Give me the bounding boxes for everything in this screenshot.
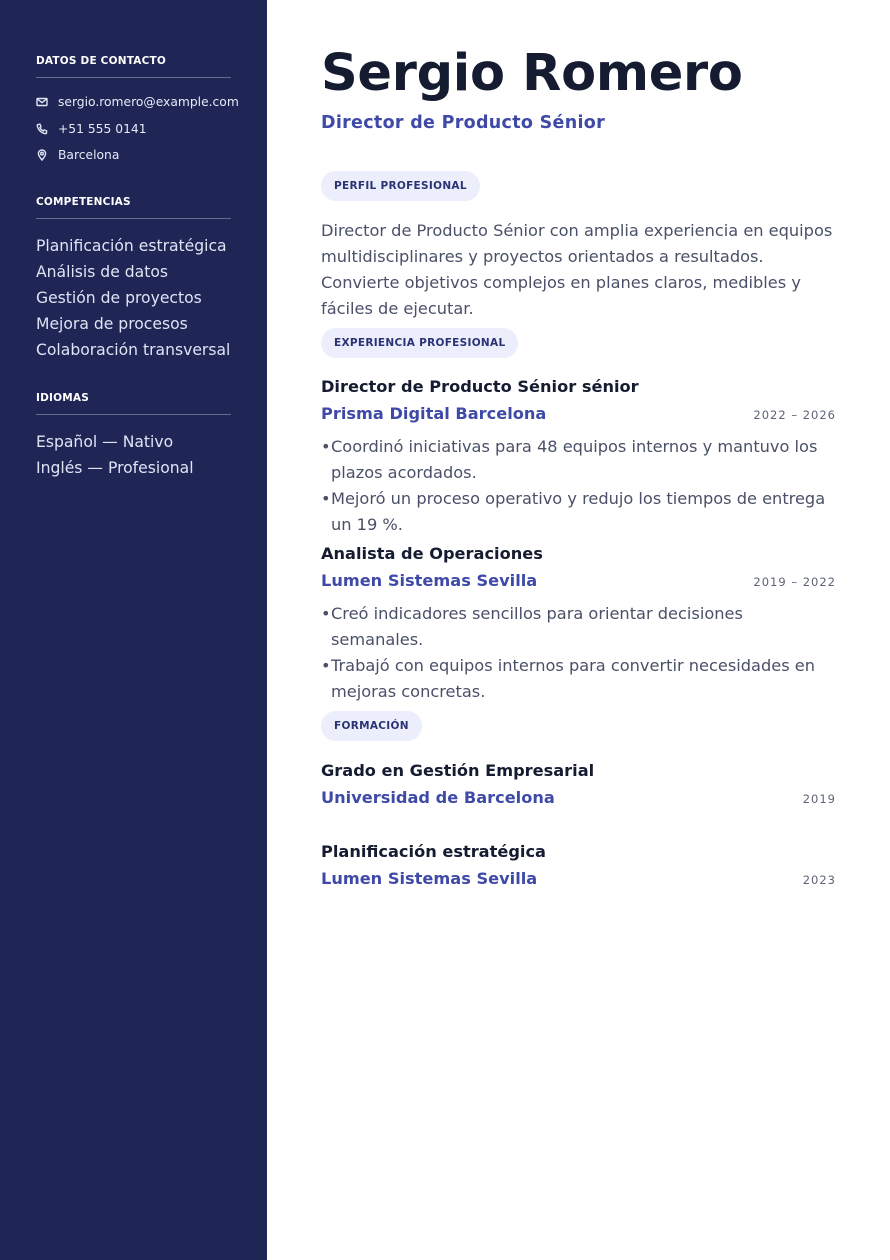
languages-heading: IDIOMAS [36,392,231,415]
experience-bullet: • Mejoró un proceso operativo y redujo los tiempos de entrega un 19 %. [321,486,836,538]
contact-location [36,142,231,169]
skill-item: Análisis de datos [36,263,168,281]
contact-heading: DATOS DE CONTACTO [36,55,231,78]
education-meta [321,868,836,891]
experience-bullet: • Coordinó iniciativas para 48 equipos internos y mantuvo los plazos acordados. [321,434,836,486]
education-degree: Planificación estratégica [321,842,546,861]
education-year: 2023 [802,873,836,887]
experience-dates: 2022 – 2026 [753,408,836,422]
education-meta [321,787,836,810]
candidate-title: Director de Producto Sénior [321,113,605,133]
skills-section [36,196,231,363]
contact-location-text: Barcelona [58,148,120,163]
experience-entry [321,376,836,538]
language-item: Inglés — Profesional [36,459,194,477]
experience-role: Analista de Operaciones [321,544,543,563]
phone-icon [36,123,48,135]
contact-phone-text: +51 555 0141 [58,121,147,136]
experience-bullet: • Trabajó con equipos internos para convertir necesidades en mejoras concretas. [321,653,836,705]
education-heading: FORMACIÓN [321,711,422,741]
experience-role: Director de Producto Sénior sénior [321,377,639,396]
education-year: 2019 [802,792,836,806]
profile-heading: PERFIL PROFESIONAL [321,171,480,201]
mail-icon [36,96,48,108]
languages-list [36,429,231,481]
experience-meta [321,403,836,426]
education-entry [321,841,836,891]
languages-section [36,392,231,481]
contact-phone[interactable] [36,116,231,143]
skill-item: Colaboración transversal [36,341,231,359]
experience-company: Prisma Digital Barcelona [321,404,547,423]
contact-email-text: sergio.romero@example.com [58,95,239,110]
skills-heading: COMPETENCIAS [36,196,231,219]
education-entry [321,760,836,810]
contact-section [36,55,239,169]
experience-company: Lumen Sistemas Sevilla [321,571,538,590]
sidebar [0,0,267,1260]
experience-entry [321,543,836,705]
skills-list [36,233,231,363]
education-institution: Universidad de Barcelona [321,788,555,807]
skill-item: Gestión de proyectos [36,289,202,307]
contact-email[interactable] [36,89,239,116]
education-institution: Lumen Sistemas Sevilla [321,869,538,888]
location-pin-icon [36,149,48,161]
skill-item: Planificación estratégica [36,237,227,255]
experience-bullets [321,434,836,538]
contact-list [36,89,239,169]
experience-bullet: • Creó indicadores sencillos para orientar decisiones semanales. [321,601,836,653]
experience-heading: EXPERIENCIA PROFESIONAL [321,328,518,358]
experience-dates: 2019 – 2022 [753,575,836,589]
experience-bullets [321,601,836,705]
candidate-name: Sergio Romero [321,44,743,103]
experience-meta [321,570,836,593]
education-degree: Grado en Gestión Empresarial [321,761,595,780]
skill-item: Mejora de procesos [36,315,188,333]
profile-summary: Director de Producto Sénior con amplia experiencia en equipos multidisciplinares y proyectos orientados a resultados. Convierte objetivos complejos en planes claros, medibles y fáciles de ejecutar. [321,221,833,318]
language-item: Español — Nativo [36,433,174,451]
